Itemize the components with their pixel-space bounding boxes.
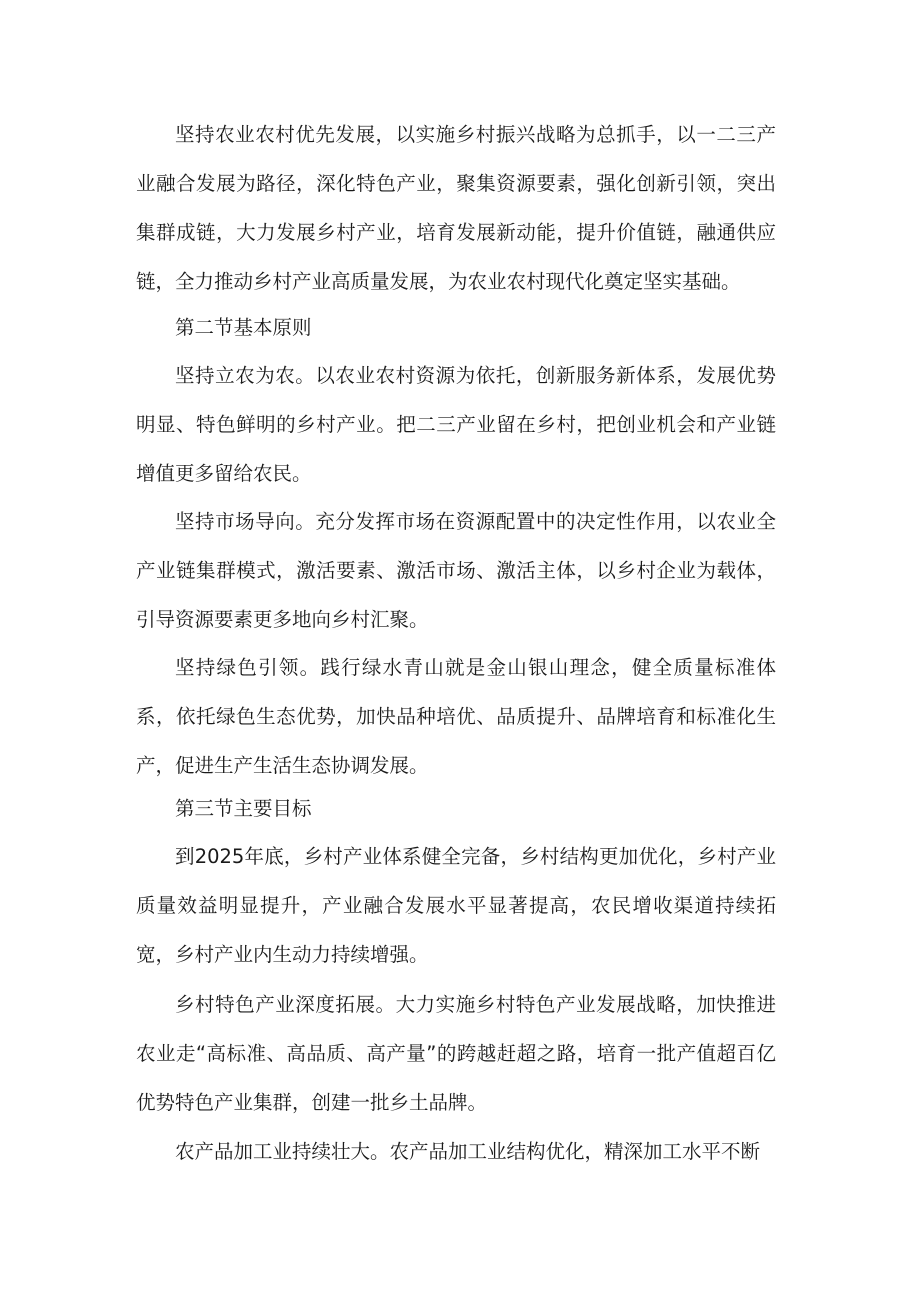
paragraph-characteristic-industry: 乡村特色产业深度拓展。大力实施乡村特色产业发展战略，加快推进农业走“高标准、高品质、高产量”的跨越赶超之路，培育一批产值超百亿优势特色产业集群，创建一批乡土品牌。 xyxy=(136,993,776,1114)
section-heading-basic-principles: 第二节基本原则 xyxy=(175,316,312,339)
paragraph-principle-market: 坚持市场导向。充分发挥市场在资源配置中的决定性作用，以农业全产业链集群模式，激活要素、激活市场、激活主体，以乡村企业为载体，引导资源要素更多地向乡村汇聚。 xyxy=(136,510,776,631)
paragraph-principle-agriculture: 坚持立农为农。以农业农村资源为依托，创新服务新体系，发展优势明显、特色鲜明的乡村产业。把二三产业留在乡村，把创业机会和产业链增值更多留给农民。 xyxy=(136,364,776,485)
paragraph-development-goal: 坚持农业农村优先发展，以实施乡村振兴战略为总抓手，以一二三产业融合发展为路径，深化特色产业，聚集资源要素，强化创新引领，突出集群成链，大力发展乡村产业，培育发展新动能，提升价值链，融通供应链，全力推动乡村产业高质量发展，为农业农村现代化奠定坚实基础。 xyxy=(136,123,776,293)
paragraph-processing-industry: 农产品加工业持续壮大。农产品加工业结构优化，精深加工水平不断 xyxy=(175,1140,761,1163)
section-heading-main-goals: 第三节主要目标 xyxy=(175,797,312,820)
paragraph-principle-green: 坚持绿色引领。践行绿水青山就是金山银山理念，健全质量标准体系，依托绿色生态优势，加快品种培优、品质提升、品牌培育和标准化生产，促进生产生活生态协调发展。 xyxy=(136,656,776,777)
paragraph-goal-2025: 到2025年底，乡村产业体系健全完备，乡村结构更加优化，乡村产业质量效益明显提升，产业融合发展水平显著提高，农民增收渠道持续拓宽，乡村产业内生动力持续增强。 xyxy=(136,845,776,966)
